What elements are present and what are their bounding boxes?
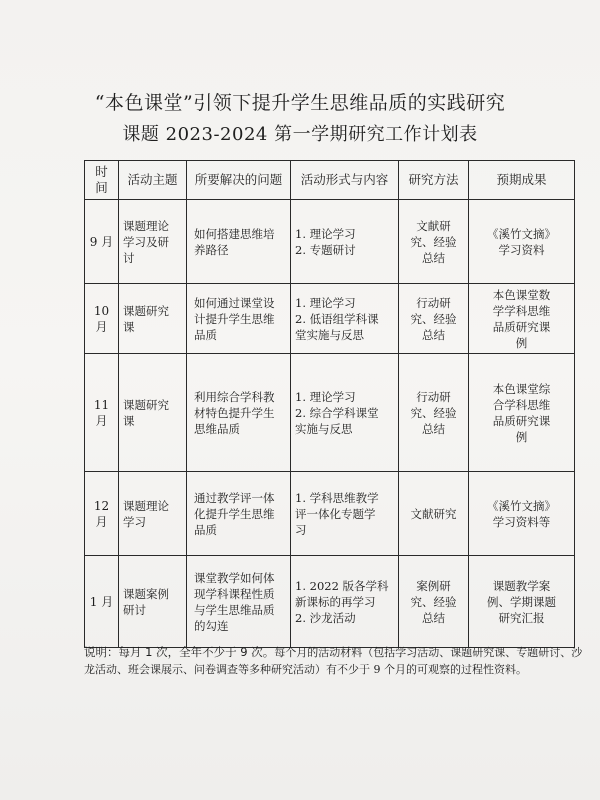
- plan-table: [84, 160, 575, 648]
- form-cell: [291, 200, 399, 284]
- footer-note: [84, 644, 584, 678]
- result-cell-text: 本色课堂数: [492, 287, 551, 302]
- result-cell: [469, 284, 575, 354]
- result-cell-text: 本色课堂综: [492, 381, 551, 396]
- header-time: [85, 161, 119, 200]
- method-cell-text: 总结: [422, 327, 445, 342]
- problem-cell-text: 化提升学生思维: [194, 506, 275, 521]
- result-cell-text: 例、学期课题: [487, 594, 556, 609]
- theme-cell-text: 学习及研: [123, 234, 169, 249]
- form-cell-text: 1. 2022 版各学科: [295, 578, 389, 593]
- table-row: [85, 284, 575, 354]
- method-cell-text: 行动研: [416, 389, 451, 404]
- problem-cell-text: 如何通过课堂设: [194, 295, 275, 310]
- result-cell-text: 学习资料: [498, 242, 545, 257]
- problem-cell: [187, 354, 291, 472]
- form-cell-text: 2. 低语组学科课: [295, 311, 379, 326]
- method-cell: [399, 472, 469, 556]
- table-row: [85, 556, 575, 648]
- result-cell-text: 《溪竹文摘》: [487, 226, 556, 241]
- method-cell-text: 究、经验: [410, 594, 457, 609]
- method-cell-text: 究、经验: [410, 311, 457, 326]
- result-cell: [469, 354, 575, 472]
- method-cell-text: 行动研: [416, 295, 451, 310]
- document-title: “本色课堂”引领下提升学生思维品质的实践研究: [94, 92, 506, 114]
- problem-cell-text: 现学科课程性质: [194, 586, 275, 601]
- method-cell-text: 总结: [422, 421, 445, 436]
- table-row: [85, 200, 575, 284]
- method-cell: [399, 556, 469, 648]
- problem-cell-text: 利用综合学科教: [194, 389, 275, 404]
- form-cell-text: 习: [295, 522, 307, 537]
- header-problem: [187, 161, 291, 200]
- theme-cell: [119, 200, 187, 284]
- form-cell-text: 2. 沙龙活动: [295, 610, 356, 625]
- result-cell-text: 例: [515, 429, 528, 444]
- result-cell-text: 合学科思维: [492, 397, 551, 412]
- month-cell: 11 月: [85, 354, 119, 472]
- theme-cell: [119, 284, 187, 354]
- header-text: 研究方法: [408, 172, 459, 187]
- problem-cell: [187, 472, 291, 556]
- theme-cell: [119, 556, 187, 648]
- problem-cell-text: 思维品质: [194, 421, 240, 436]
- problem-cell-text: 的勾连: [194, 618, 229, 633]
- problem-cell: [187, 284, 291, 354]
- form-cell-text: 新课标的再学习: [295, 594, 376, 609]
- form-cell: [291, 472, 399, 556]
- table-body: [85, 200, 575, 648]
- result-cell-text: 例: [515, 335, 528, 350]
- theme-cell-text: 课题案例: [123, 586, 169, 601]
- result-cell: [469, 556, 575, 648]
- method-cell-text: 总结: [422, 250, 445, 265]
- method-cell-text: 案例研: [416, 578, 451, 593]
- document-subtitle: 课题 2023-2024 第一学期研究工作计划表: [122, 124, 478, 145]
- form-cell-text: 1. 理论学习: [295, 226, 356, 241]
- theme-cell-text: 课题研究: [123, 397, 169, 412]
- header-method: [399, 161, 469, 200]
- method-cell-text: 文献研: [416, 218, 451, 233]
- header-text: 活动形式与内容: [300, 172, 389, 187]
- result-cell: [469, 472, 575, 556]
- problem-cell-text: 课堂教学如何体: [194, 570, 275, 585]
- form-cell-text: 2. 综合学科课堂: [295, 405, 379, 420]
- result-cell-text: 研究汇报: [498, 610, 545, 625]
- header-text: 时: [95, 164, 108, 179]
- problem-cell-text: 养路径: [194, 242, 229, 257]
- problem-cell-text: 品质: [194, 522, 217, 537]
- header-form: [291, 161, 399, 200]
- month-cell: 12 月: [85, 472, 119, 556]
- method-cell-text: 究、经验: [410, 234, 457, 249]
- header-result: [469, 161, 575, 200]
- form-cell-text: 1. 理论学习: [295, 389, 356, 404]
- form-cell: [291, 284, 399, 354]
- header-text: 间: [95, 180, 108, 195]
- theme-cell: [119, 472, 187, 556]
- month-cell: 10 月: [85, 284, 119, 354]
- form-cell-text: 堂实施与反思: [295, 327, 364, 342]
- theme-cell-text: 课题理论: [123, 218, 169, 233]
- theme-cell-text: 课题理论: [123, 498, 169, 513]
- form-cell-text: 1. 学科思维教学: [295, 490, 379, 505]
- form-cell-text: 1. 理论学习: [295, 295, 356, 310]
- problem-cell-text: 如何搭建思维培: [194, 226, 275, 241]
- table-header-row: [85, 161, 575, 200]
- result-cell-text: 品质研究课: [492, 319, 551, 334]
- problem-cell-text: 通过教学评一体: [194, 490, 275, 505]
- result-cell-text: 品质研究课: [492, 413, 551, 428]
- month-cell: 9 月: [85, 200, 119, 284]
- problem-cell-text: 材特色提升学生: [194, 405, 275, 420]
- method-cell-text: 文献研究: [410, 506, 457, 521]
- theme-cell-text: 课: [123, 319, 135, 334]
- problem-cell: [187, 556, 291, 648]
- result-cell-text: 课题教学案: [492, 578, 551, 593]
- problem-cell-text: 计提升学生思维: [194, 311, 275, 326]
- form-cell-text: 评一体化专题学: [295, 506, 376, 521]
- method-cell: [399, 354, 469, 472]
- method-cell-text: 总结: [422, 610, 445, 625]
- result-cell-text: 《溪竹文摘》: [487, 498, 556, 513]
- footer-detail: 每个月的活动材料（包括学习活动、课题研究课、专题研讨、沙龙活动、班会课展示、问卷调查等多种研究活动）有不少于 9 个月的可观察的过程性资料。: [84, 646, 583, 676]
- table-row: [85, 354, 575, 472]
- form-cell-text: 实施与反思: [295, 421, 353, 436]
- result-cell: [469, 200, 575, 284]
- header-theme: [119, 161, 187, 200]
- form-cell-text: 2. 专题研讨: [295, 242, 356, 257]
- header-text: 预期成果: [496, 172, 547, 187]
- result-cell-text: 学习资料等: [492, 514, 551, 529]
- problem-cell-text: 品质: [194, 327, 217, 342]
- footer-lead: 说明：每月 1 次，全年不少于 9 次。: [84, 645, 275, 659]
- theme-cell-text: 研讨: [123, 602, 146, 617]
- theme-cell-text: 学习: [123, 514, 146, 529]
- form-cell: [291, 556, 399, 648]
- theme-cell-text: 讨: [123, 250, 135, 265]
- theme-cell-text: 课题研究: [123, 303, 169, 318]
- theme-cell: [119, 354, 187, 472]
- theme-cell-text: 课: [123, 413, 135, 428]
- table-row: [85, 472, 575, 556]
- form-cell: [291, 354, 399, 472]
- header-text: 活动主题: [127, 172, 178, 187]
- month-cell: 1 月: [85, 556, 119, 648]
- method-cell-text: 究、经验: [410, 405, 457, 420]
- problem-cell-text: 与学生思维品质: [194, 602, 275, 617]
- method-cell: [399, 284, 469, 354]
- result-cell-text: 学学科思维: [492, 303, 551, 318]
- method-cell: [399, 200, 469, 284]
- header-text: 所要解决的问题: [194, 172, 283, 187]
- problem-cell: [187, 200, 291, 284]
